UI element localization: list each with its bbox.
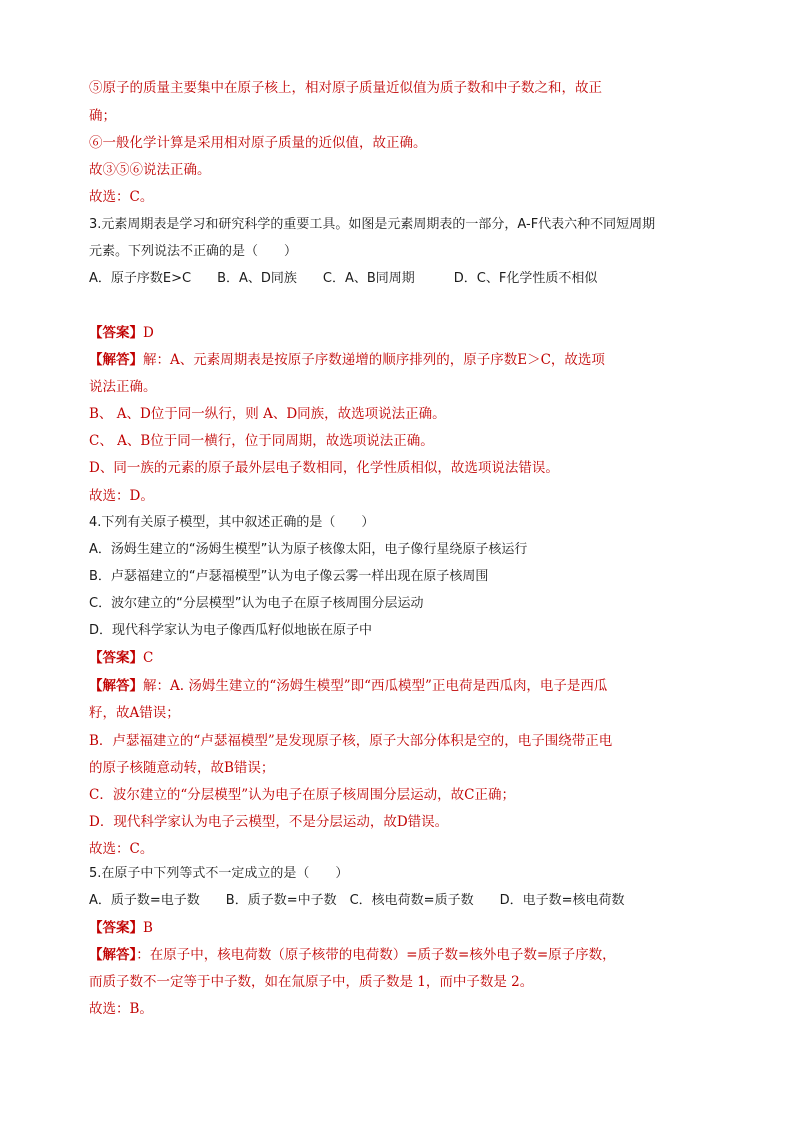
question-5-stem: 5.在原子中下列等式不一定成立的是（ ） (89, 866, 349, 881)
answer-value: B (143, 920, 153, 936)
answer-text-line: 故选：C。 (89, 189, 154, 205)
solution-text-line: C．波尔建立的“分层模型”认为电子在原子核周围分层运动，故C正确； (89, 787, 515, 803)
solution-text-line: D．现代科学家认为电子云模型，不是分层运动，故D错误。 (89, 814, 449, 830)
answer-row (89, 918, 729, 938)
question-4-stem: 4.下列有关原子模型，其中叙述正确的是（ ） (89, 515, 375, 530)
answer-text-line: 故③⑤⑥说法正确。 (89, 162, 211, 178)
solution-text-line: 的原子核随意动转，故B错误； (89, 760, 275, 776)
solution-text-line: 籽，故A错误； (89, 705, 180, 721)
solution-text-line: 而质子数不一定等于中子数，如在氚原子中，质子数是 1，而中子数是 2。 (89, 974, 534, 990)
solution-tag: 【解答】 (89, 947, 137, 963)
solution-tag: 【解答】 (89, 352, 143, 368)
question-4-option: B．卢瑟福建立的“卢瑟福模型”认为电子像云雾一样出现在原子核周围 (89, 569, 489, 584)
answer-text-line: 确； (89, 108, 116, 124)
solution-text-line: B、 A、D位于同一纵行，则 A、D同族，故选项说法正确。 (89, 406, 446, 422)
question-4-option: A．汤姆生建立的“汤姆生模型”认为原子核像太阳，电子像行星绕原子核运行 (89, 542, 528, 557)
answer-value: C (143, 650, 154, 666)
solution-text: 解：A. 汤姆生建立的“汤姆生模型”即“西瓜模型”正电荷是西瓜肉，电子是西瓜 (143, 678, 608, 694)
answer-text-line: ⑤原子的质量主要集中在原子核上，相对原子质量近似值为质子数和中子数之和，故正 (89, 80, 602, 96)
answer-value: D (143, 325, 154, 341)
solution-text-line: 说法正确。 (89, 379, 157, 395)
answer-text-line: ⑥一般化学计算是采用相对原子质量的近似值，故正确。 (89, 135, 427, 151)
solution-text: ：在原子中，核电荷数（原子核带的电荷数）=质子数=核外电子数=原子序数， (136, 947, 616, 963)
solution-text-line: C、 A、B位于同一横行，位于同周期，故选项说法正确。 (89, 433, 434, 449)
answer-tag: 【答案】 (89, 325, 143, 341)
answer-row (89, 323, 729, 343)
solution-text-line: 故选：C。 (89, 841, 154, 857)
solution-row (89, 676, 729, 696)
question-5-options: A．质子数=电子数 B．质子数=中子数 C．核电荷数=质子数 D．电子数=核电荷数 (89, 893, 625, 908)
solution-text-line: D、同一族的元素的原子最外层电子数相同，化学性质相似，故选项说法错误。 (89, 460, 559, 476)
answer-tag: 【答案】 (89, 650, 143, 666)
solution-text-line: 故选：D。 (89, 488, 154, 504)
answer-row (89, 648, 729, 668)
question-4-option: D．现代科学家认为电子像西瓜籽似地嵌在原子中 (89, 623, 373, 638)
question-3-options: A．原子序数E>C B．A、D同族 C．A、B同周期 D．C、F化学性质不相似 (89, 271, 598, 286)
solution-text-line: B．卢瑟福建立的“卢瑟福模型”是发现原子核，原子大部分体积是空的，电子围绕带正电 (89, 733, 613, 749)
solution-tag: 【解答】 (89, 678, 143, 694)
question-3-stem: 3.元素周期表是学习和研究科学的重要工具。如图是元素周期表的一部分，A-F代表六种不同短周期 (89, 217, 656, 232)
solution-text-line: 故选：B。 (89, 1001, 153, 1017)
solution-row (89, 945, 729, 965)
question-3-stem: 元素。下列说法不正确的是（ ） (89, 244, 298, 259)
question-4-option: C．波尔建立的“分层模型”认为电子在原子核周围分层运动 (89, 596, 424, 611)
answer-tag: 【答案】 (89, 920, 143, 936)
solution-text: 解：A、元素周期表是按原子序数递增的顺序排列的，原子序数E＞C，故选项 (143, 352, 605, 368)
solution-row (89, 350, 729, 370)
